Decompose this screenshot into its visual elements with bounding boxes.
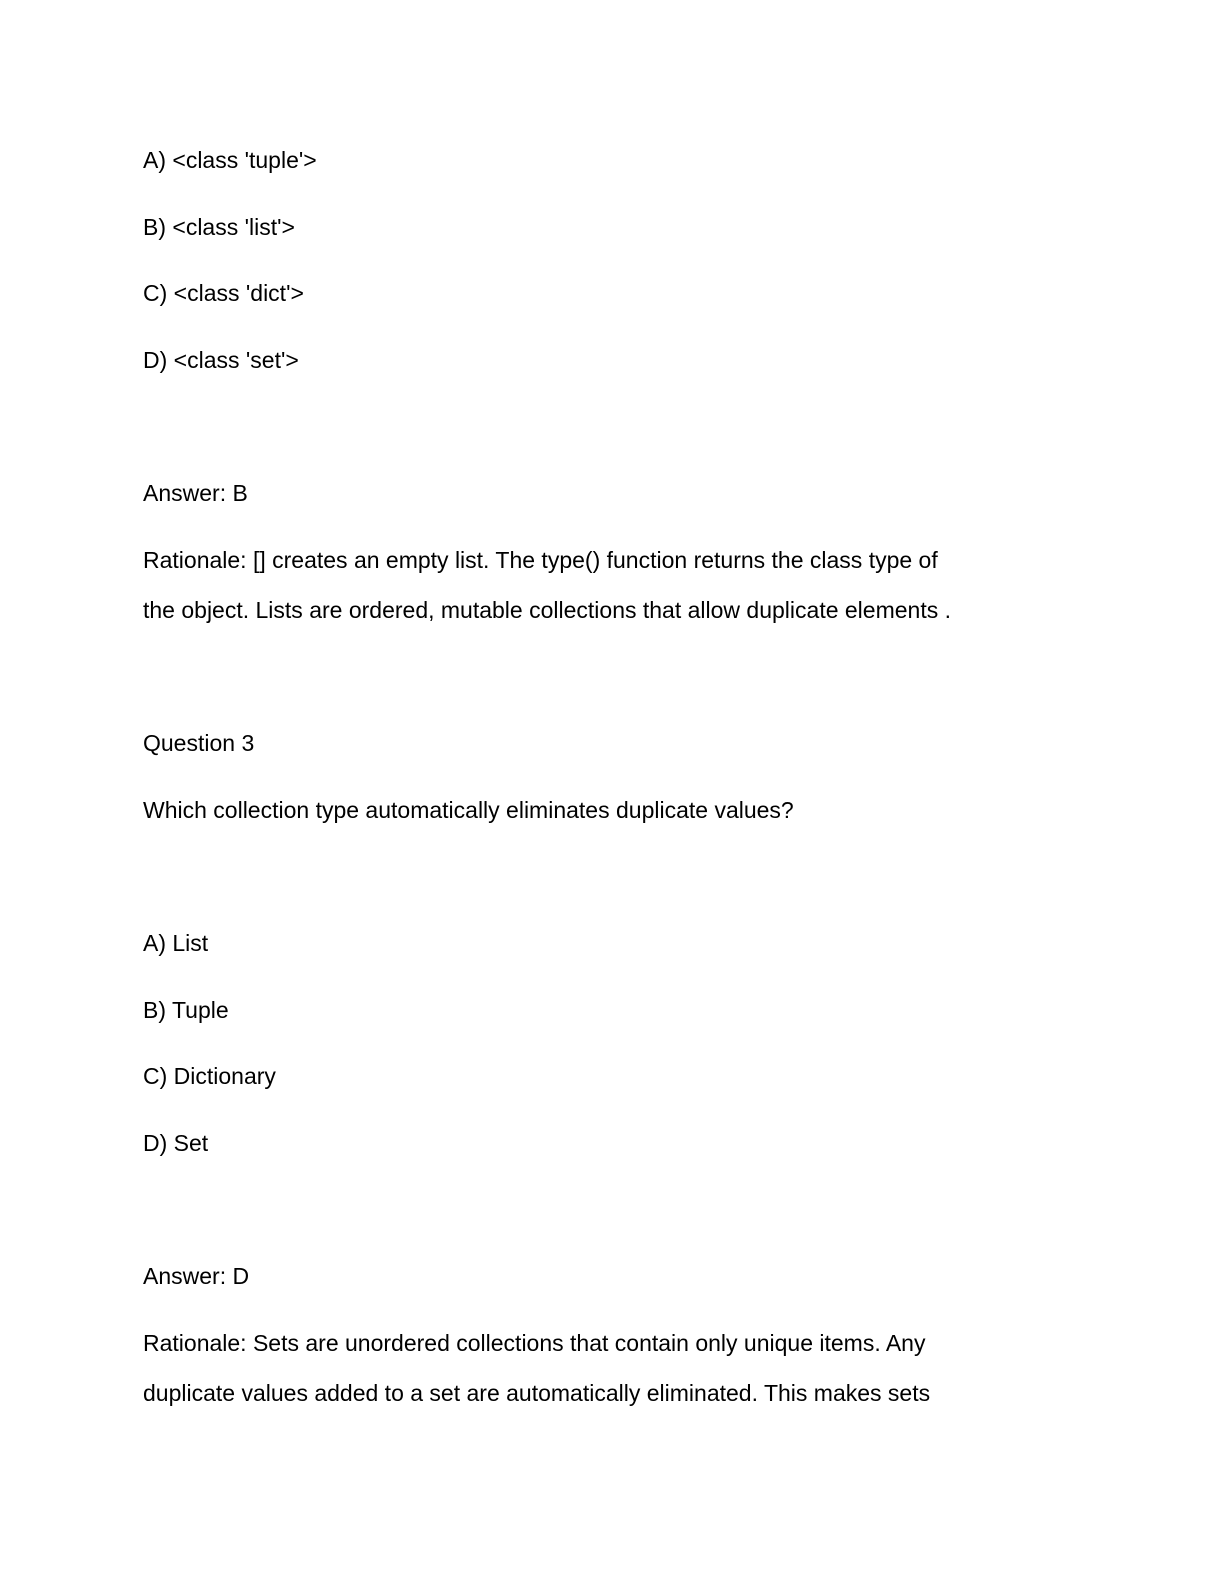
q3-option-d: D) Set	[143, 1130, 209, 1156]
q3-rationale	[143, 1318, 1063, 1418]
q2-option-c: C) <class 'dict'>	[143, 280, 304, 306]
q3-option-a: A) List	[143, 930, 209, 956]
q2-rationale	[143, 535, 1063, 635]
q3-question-text: Which collection type automatically eliminates duplicate values?	[143, 797, 794, 823]
q3-rationale-line-2: duplicate values added to a set are automatically eliminated. This makes sets	[143, 1380, 931, 1406]
q2-rationale-line-1: Rationale: [] creates an empty list. The type() function returns the class type of	[143, 547, 938, 573]
q2-option-b: B) <class 'list'>	[143, 214, 295, 240]
q3-option-b: B) Tuple	[143, 997, 229, 1023]
q2-option-d: D) <class 'set'>	[143, 347, 299, 373]
q3-rationale-line-1: Rationale: Sets are unordered collections that contain only unique items. Any	[143, 1330, 926, 1356]
q3-heading: Question 3	[143, 730, 255, 756]
q2-answer: Answer: B	[143, 480, 248, 506]
q3-option-c: C) Dictionary	[143, 1063, 276, 1089]
q2-rationale-line-2: the object. Lists are ordered, mutable collections that allow duplicate elements .	[143, 597, 951, 623]
q3-answer: Answer: D	[143, 1263, 250, 1289]
q2-option-a: A) <class 'tuple'>	[143, 147, 317, 173]
